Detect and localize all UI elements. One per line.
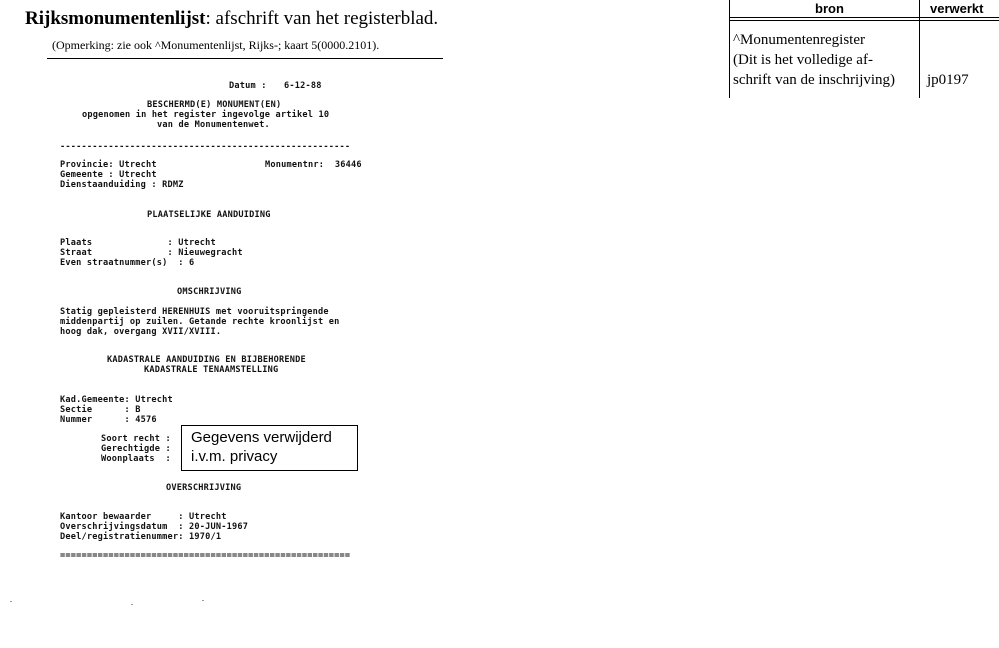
table-column-divider [919,0,920,98]
scan-speck [131,604,133,605]
omschrijving-line-2: middenpartij op zuilen. Getande rechte kroonlijst en [60,317,340,327]
woonplaats-line: Woonplaats : [101,454,171,464]
kad-gemeente-line: Kad.Gemeente: Utrecht [60,395,173,405]
plaats-line: Plaats : Utrecht [60,238,216,248]
privacy-text-2: i.v.m. privacy [191,448,278,465]
separator-double: ====================================================== [60,551,351,561]
scan-speck [202,600,204,601]
gemeente-line: Gemeente : Utrecht [60,170,157,180]
overschrijvingsdatum-line: Overschrijvingsdatum : 20-JUN-1967 [60,522,249,532]
scan-speck [10,601,12,602]
page-title [25,8,438,30]
verwerkt-value: jp0197 [927,72,969,88]
datum-label: Datum : [229,81,267,91]
omschrijving-line-1: Statig gepleisterd HERENHUIS met vooruitspringende [60,307,329,317]
omschrijving-line-3: hoog dak, overgang XVII/XVIII. [60,327,222,337]
bron-line-1: ^Monumentenregister [733,32,866,48]
section-plaatselijke-aanduiding: PLAATSELIJKE AANDUIDING [147,210,271,220]
kantoor-bewaarder-line: Kantoor bewaarder : Utrecht [60,512,227,522]
column-header-bron: bron [815,1,844,16]
gerechtigde-line: Gerechtigde : [101,444,171,454]
column-header-verwerkt: verwerkt [930,1,984,16]
nummer-line: Nummer : 4576 [60,415,157,425]
table-header-divider [729,17,999,18]
separator-dashes: ------------------------------------------------------ [60,142,351,152]
section-kadastrale-1: KADASTRALE AANDUIDING EN BIJBEHORENDE [107,355,306,365]
title-rest: : afschrift van het registerblad. [205,8,439,29]
straat-line: Straat : Nieuwegracht [60,248,243,258]
section-omschrijving: OMSCHRIJVING [177,287,242,297]
table-border-left [729,0,730,98]
heading-opgenomen: opgenomen in het register ingevolge artikel 10 [82,110,330,120]
provincie-line: Provincie: Utrecht [60,160,157,170]
title-bold: Rijksmonumentenlijst [25,8,206,29]
reference-note: (Opmerking: zie ook ^Monumentenlijst, Rijks-; kaart 5(0000.2101). [52,38,380,52]
datum-value: 6-12-88 [284,81,322,91]
source-table [729,0,999,98]
soort-recht-line: Soort recht : [101,434,171,444]
straatnummer-line: Even straatnummer(s) : 6 [60,258,195,268]
section-kadastrale-2: KADASTRALE TENAAMSTELLING [144,365,279,375]
section-overschrijving: OVERSCHRIJVING [166,483,242,493]
table-header-divider-second [729,20,999,21]
bron-line-2: (Dit is het volledige af- [733,52,873,68]
privacy-text-1: Gegevens verwijderd [191,429,332,446]
privacy-redaction-box [181,425,358,471]
dienstaanduiding-line: Dienstaanduiding : RDMZ [60,180,184,190]
heading-monumentenwet: van de Monumentenwet. [157,120,270,130]
note-underline [47,58,443,59]
heading-beschermd: BESCHERMD(E) MONUMENT(EN) [147,100,282,110]
monumentnr-line: Monumentnr: 36446 [265,160,362,170]
sectie-line: Sectie : B [60,405,141,415]
bron-line-3: schrift van de inschrijving) [733,72,896,88]
deel-registratienummer-line: Deel/registratienummer: 1970/1 [60,532,222,542]
